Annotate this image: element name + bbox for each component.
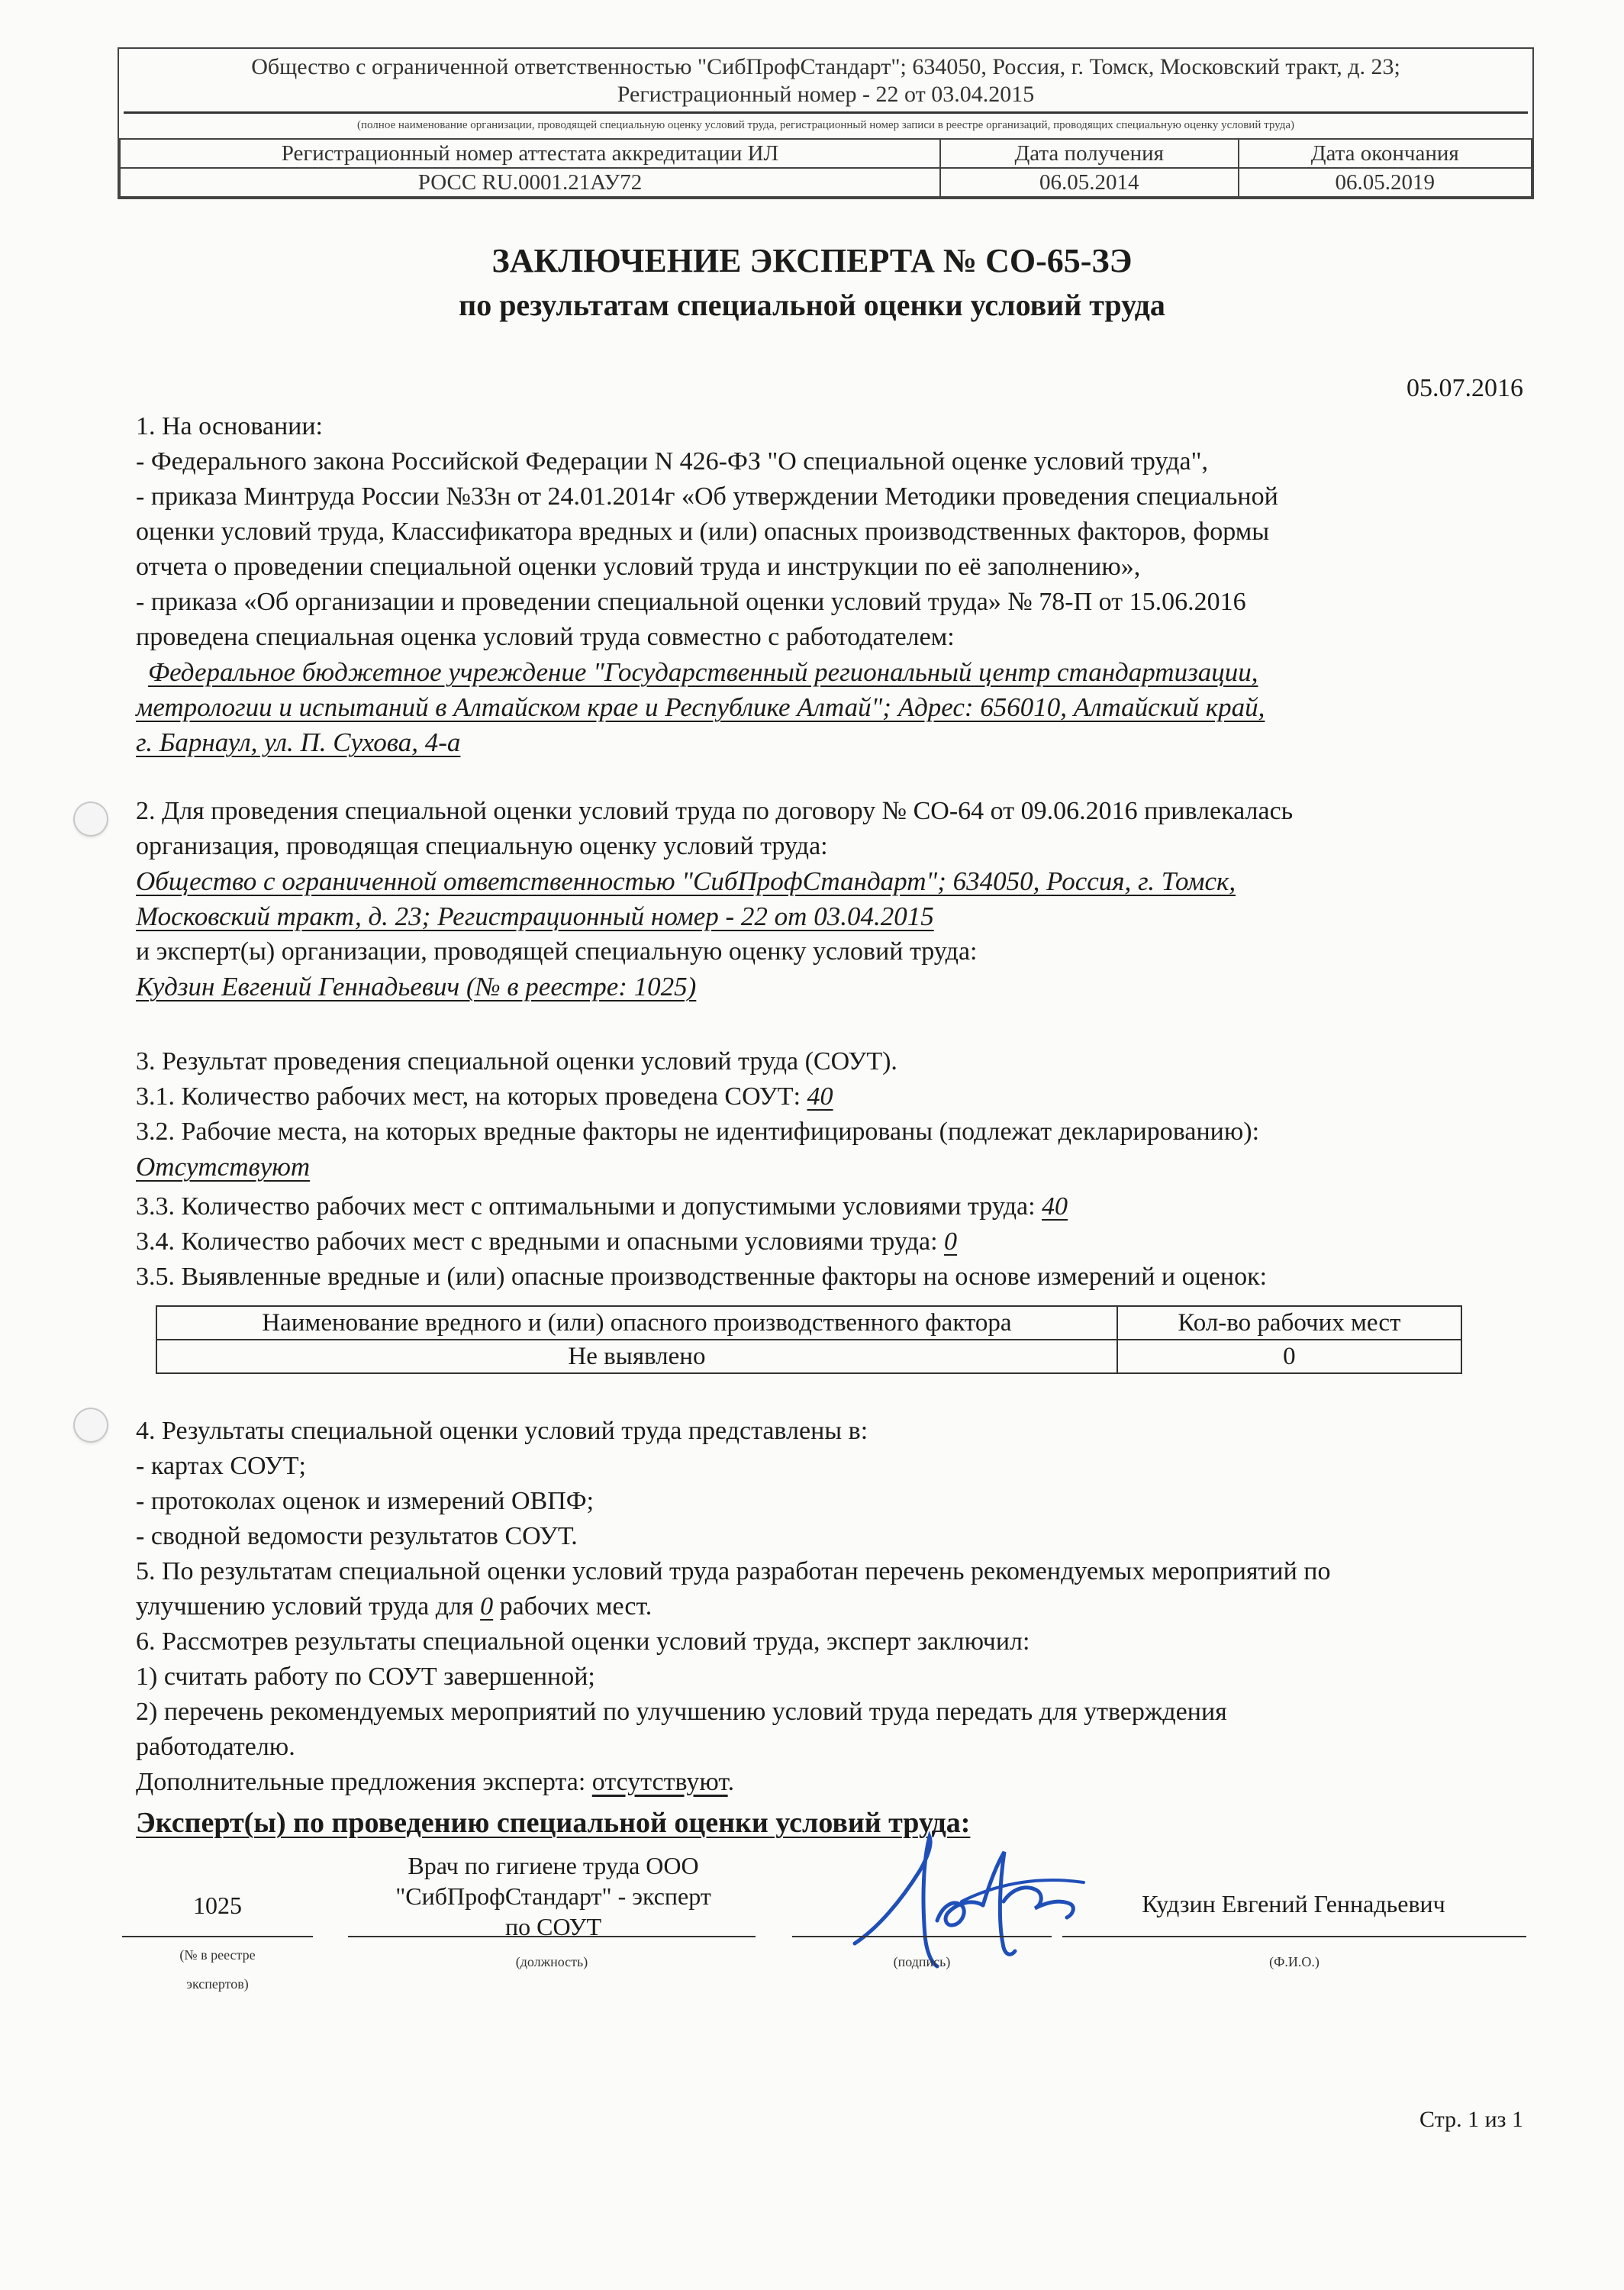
- item-3-1-label: 3.1. Количество рабочих мест, на которых проведена СОУТ:: [136, 1082, 801, 1111]
- section-1-line: - Федерального закона Российской Федерации N 426-ФЗ "О специальной оценке условий труда",: [136, 447, 1209, 476]
- employer-line: метрологии и испытаний в Алтайском крае и Республике Алтай"; Адрес: 656010, Алтайский край,: [136, 692, 1265, 722]
- assessor-organization: [136, 864, 1525, 934]
- name-underline: [1062, 1936, 1526, 1937]
- item-3-4-value: 0: [944, 1227, 958, 1256]
- proposals-label: Дополнительные предложения эксперта:: [136, 1768, 586, 1796]
- section-6-item: 2) перечень рекомендуемых мероприятий по улучшению условий труда передать для утверждения: [136, 1698, 1227, 1726]
- registry-caption-line: (№ в реестре: [179, 1947, 256, 1963]
- section-2-line: 2. Для проведения специальной оценки условий труда по договору № СО-64 от 09.06.2016 привлекалась: [136, 797, 1294, 825]
- position-line: по СОУТ: [505, 1913, 601, 1940]
- accreditation-number: РОСС RU.0001.21АУ72: [120, 168, 940, 197]
- factors-cell-count: 0: [1117, 1340, 1461, 1373]
- section-2-line: организация, проводящая специальную оценку условий труда:: [136, 832, 828, 860]
- factors-head-name: Наименование вредного и (или) опасного производственного фактора: [156, 1306, 1117, 1340]
- section-4-head: 4. Результаты специальной оценки условий труда представлены в:: [136, 1417, 868, 1445]
- section-5-line: 5. По результатам специальной оценки условий труда разработан перечень рекомендуемых мероприятий по: [136, 1557, 1331, 1585]
- section-6-item: работодателю.: [136, 1733, 295, 1761]
- registry-underline: [122, 1936, 313, 1937]
- name-caption: (Ф.И.О.): [1269, 1954, 1320, 1969]
- section-1-line: проведена специальная оценка условий труда совместно с работодателем:: [136, 623, 955, 651]
- employer-line: г. Барнаул, ул. П. Сухова, 4-а: [136, 727, 461, 757]
- org-line-2: Регистрационный номер - 22 от 03.04.2015: [617, 82, 1035, 107]
- document-subtitle: по результатам специальной оценки условий труда: [459, 288, 1165, 322]
- section-5-line-2: [136, 1589, 1525, 1624]
- section-2: [136, 794, 1525, 1005]
- factors-cell-name: Не выявлено: [156, 1340, 1117, 1373]
- item-3-1: [136, 1079, 1525, 1114]
- expert-line: Кудзин Евгений Геннадьевич (№ в реестре: 1025): [136, 972, 697, 1001]
- expert-full-name: Кудзин Евгений Геннадьевич: [1142, 1890, 1445, 1917]
- section-4-item: - протоколах оценок и измерений ОВПФ;: [136, 1487, 594, 1515]
- section-5-tail: рабочих мест.: [499, 1592, 652, 1621]
- org-line-1: Общество с ограниченной ответственностью "СибПрофСтандарт"; 634050, Россия, г. Томск, Московский тракт, д. 23;: [251, 54, 1400, 79]
- item-3-3: [136, 1189, 1525, 1224]
- employer-name: [136, 655, 1525, 760]
- signature-caption: (подпись): [893, 1954, 951, 1969]
- factors-head-count: Кол-во рабочих мест: [1117, 1306, 1461, 1340]
- section-1-line: - приказа Минтруда России №33н от 24.01.2014г «Об утверждении Методики проведения специальной: [136, 482, 1278, 511]
- expert-proposals: [136, 1765, 1525, 1800]
- org-hint: (полное наименование организации, проводящей специальную оценку условий труда, регистрационный номер записи в реестре организаций, проводящих специальную оценку условий труда): [356, 119, 1294, 131]
- document-date: 05.07.2016: [1406, 374, 1523, 402]
- section-6-head: 6. Рассмотрев результаты специальной оценки условий труда, эксперт заключил:: [136, 1627, 1030, 1656]
- item-3-2-value-row: [136, 1150, 1525, 1185]
- section-6-item: 1) считать работу по СОУТ завершенной;: [136, 1663, 595, 1691]
- section-1: [136, 409, 1525, 760]
- employer-line: Федеральное бюджетное учреждение "Государственный региональный центр стандартизации,: [148, 657, 1258, 687]
- page-number: Стр. 1 из 1: [1419, 2107, 1523, 2132]
- section-4-item: - сводной ведомости результатов СОУТ.: [136, 1522, 578, 1550]
- assessor-org-line: Московский тракт, д. 23; Регистрационный номер - 22 от 03.04.2015: [136, 901, 934, 931]
- proposals-period: .: [727, 1768, 735, 1796]
- item-3-2: 3.2. Рабочие места, на которых вредные факторы не идентифицированы (подлежат декларированию):: [136, 1118, 1260, 1146]
- section-2-line: и эксперт(ы) организации, проводящей специальную оценку условий труда:: [136, 937, 978, 966]
- registry-caption-line: экспертов): [186, 1976, 249, 1992]
- registry-number: 1025: [193, 1892, 242, 1919]
- item-3-1-value: 40: [807, 1082, 833, 1111]
- received-date-head: Дата получения: [940, 139, 1239, 168]
- expert-name: [136, 969, 1525, 1005]
- item-3-3-value: 40: [1042, 1192, 1068, 1221]
- position-line: Врач по гигиене труда ООО: [408, 1852, 699, 1879]
- item-3-4-label: 3.4. Количество рабочих мест с вредными и опасными условиями труда:: [136, 1227, 938, 1256]
- punch-hole-top: [73, 802, 108, 837]
- expiry-date: 06.05.2019: [1239, 168, 1532, 197]
- item-3-5: 3.5. Выявленные вредные и (или) опасные производственные факторы на основе измерений и оценок:: [136, 1263, 1268, 1291]
- position-caption: (должность): [515, 1954, 588, 1969]
- section-3-head: 3. Результат проведения специальной оценки условий труда (СОУТ).: [136, 1047, 897, 1076]
- section-5-value: 0: [480, 1592, 494, 1621]
- section-4-6: [136, 1414, 1525, 1800]
- item-3-2-value: Отсутствуют: [136, 1152, 311, 1182]
- section-1-head: 1. На основании:: [136, 412, 324, 440]
- section-1-line: - приказа «Об организации и проведении специальной оценки условий труда» № 78-П от 15.06.2016: [136, 588, 1246, 616]
- expert-position: [351, 1850, 756, 1942]
- registry-caption: [122, 1940, 313, 1998]
- section-1-line: оценки условий труда, Классификатора вредных и (или) опасных производственных факторов, формы: [136, 518, 1270, 546]
- section-3: [136, 1044, 1525, 1295]
- received-date: 06.05.2014: [940, 168, 1239, 197]
- assessor-org-line: Общество с ограниченной ответственностью "СибПрофСтандарт"; 634050, Россия, г. Томск,: [136, 866, 1236, 896]
- factors-table: [156, 1305, 1462, 1374]
- section-4-item: - картах СОУТ;: [136, 1452, 306, 1480]
- handwritten-signature: [847, 1829, 1091, 1974]
- item-3-4: [136, 1224, 1525, 1260]
- document-title: ЗАКЛЮЧЕНИЕ ЭКСПЕРТА № СО-65-ЗЭ: [491, 242, 1133, 279]
- signature-title: Эксперт(ы) по проведению специальной оценки условий труда:: [136, 1807, 971, 1839]
- signature-underline: [792, 1936, 1052, 1937]
- position-line: "СибПрофСтандарт" - эксперт: [395, 1882, 711, 1910]
- accreditation-head: Регистрационный номер аттестата аккредитации ИЛ: [120, 139, 940, 168]
- accreditation-table: [119, 138, 1532, 198]
- expiry-date-head: Дата окончания: [1239, 139, 1532, 168]
- proposals-value: отсутствуют: [591, 1768, 728, 1796]
- item-3-3-label: 3.3. Количество рабочих мест с оптимальными и допустимыми условиями труда:: [136, 1192, 1036, 1221]
- organization-header: [118, 47, 1534, 199]
- punch-hole-bottom: [73, 1408, 108, 1443]
- section-1-line: отчета о проведении специальной оценки условий труда и инструкции по её заполнению»,: [136, 553, 1141, 581]
- section-5-label: улучшению условий труда для: [136, 1592, 474, 1621]
- position-underline: [348, 1936, 756, 1937]
